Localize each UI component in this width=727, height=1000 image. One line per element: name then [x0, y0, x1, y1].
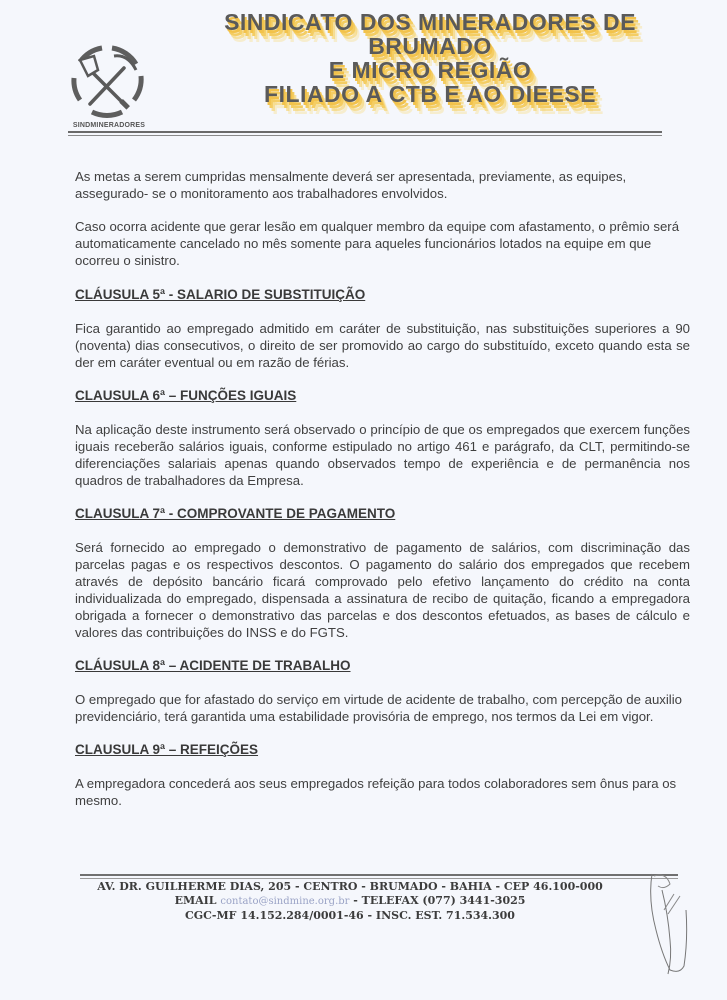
clause-5-title: CLÁUSULA 5ª - SALARIO DE SUBSTITUIÇÃO	[75, 287, 366, 302]
intro-paragraph: As metas a serem cumpridas mensalmente deverá ser apresentada, previamente, as equipes, assegurado- se o monitoramento aos trabalhadores envolvidos.	[75, 169, 627, 201]
email-label: EMAIL	[174, 894, 217, 907]
email-link[interactable]: contato@sindmine.org.br	[220, 896, 350, 907]
clause-8-title: CLÁUSULA 8ª – ACIDENTE DE TRABALHO	[75, 658, 351, 673]
clause-9-title: CLAUSULA 9ª – REFEIÇÕES	[75, 742, 259, 757]
footer-contact	[80, 894, 620, 909]
clause-7-title: CLAUSULA 7ª - COMPROVANTE DE PAGAMENTO	[75, 506, 396, 521]
clause-7-text: Será fornecido ao empregado o demonstrativo de pagamento de salários, com discriminação das parcelas pagas e os respectivos descontos. O pagamento do salário dos empregados que recebem através de depósito bancário ficará comprovado pelo efetivo lançamento do crédito na conta individualizada do empregado, dispensada a assinatura de recibo de quitação, ficando a empregadora obrigada a fornecer o demonstrativo das parcelas e dos descontos efetuados, as bases de cálculo e valores das contribuições do INSS e do FGTS.	[75, 540, 690, 640]
intro-paragraph: Caso ocorra acidente que gerar lesão em qualquer membro da equipe com afastamento, o prêmio será automaticamente cancelado no mês somente para aqueles funcionários lotados na equipe em que ocorreu o sinistro.	[75, 219, 680, 268]
logo-label: SINDMINERADORES	[72, 122, 146, 129]
title-line-2: BRUMADO	[368, 33, 492, 59]
title-line-4: FILIADO A CTB E AO DIEESE	[264, 81, 596, 107]
letterhead	[0, 0, 727, 140]
union-logo	[66, 42, 148, 132]
clause-5-text: Fica garantido ao empregado admitido em caráter de substituição, nas substituições superiores a 90 (noventa) dias consecutivos, o direito de ser promovido ao cargo do substituído, exceto quando esta se der em caráter eventual ou em razão de férias.	[75, 321, 690, 370]
document-body	[75, 168, 690, 825]
title-line-1: SINDICATO DOS MINERADORES DE	[224, 9, 636, 35]
clause-8-text: O empregado que for afastado do serviço em virtude de acidente de trabalho, com percepção de auxilio previdenciário, terá garantida uma estabilidade provisória de emprego, nos termos da Lei em vigor.	[75, 692, 682, 724]
title-line-3: E MICRO REGIÃO	[328, 57, 532, 83]
shovel-and-pickaxe-icon	[66, 42, 148, 122]
handwritten-signature	[640, 870, 700, 980]
telefax: - TELEFAX (077) 3441-3025	[353, 894, 526, 907]
union-title	[190, 10, 670, 106]
clause-6-text: Na aplicação deste instrumento será observado o princípio de que os empregados que exercem funções iguais receberão salários iguais, conforme estipulado no artigo 461 e parágrafo, da CLT, permitindo-se diferenciações salariais apenas quando observados tempo de experiência e de permanência nos quadros de trabalhadores da Empresa.	[75, 422, 690, 488]
header-divider	[68, 131, 662, 136]
letterhead-footer	[80, 880, 620, 923]
footer-registry: CGC-MF 14.152.284/0001-46 - INSC. EST. 71.534.300	[185, 909, 515, 922]
footer-divider	[80, 874, 678, 879]
footer-address: AV. DR. GUILHERME DIAS, 205 - CENTRO - BRUMADO - BAHIA - CEP 46.100-000	[97, 880, 603, 893]
signature-icon	[640, 870, 700, 980]
clause-6-title: CLAUSULA 6ª – FUNÇÕES IGUAIS	[75, 388, 297, 403]
clause-9-text: A empregadora concederá aos seus empregados refeição para todos colaboradores sem ônus para os mesmo.	[75, 776, 677, 808]
